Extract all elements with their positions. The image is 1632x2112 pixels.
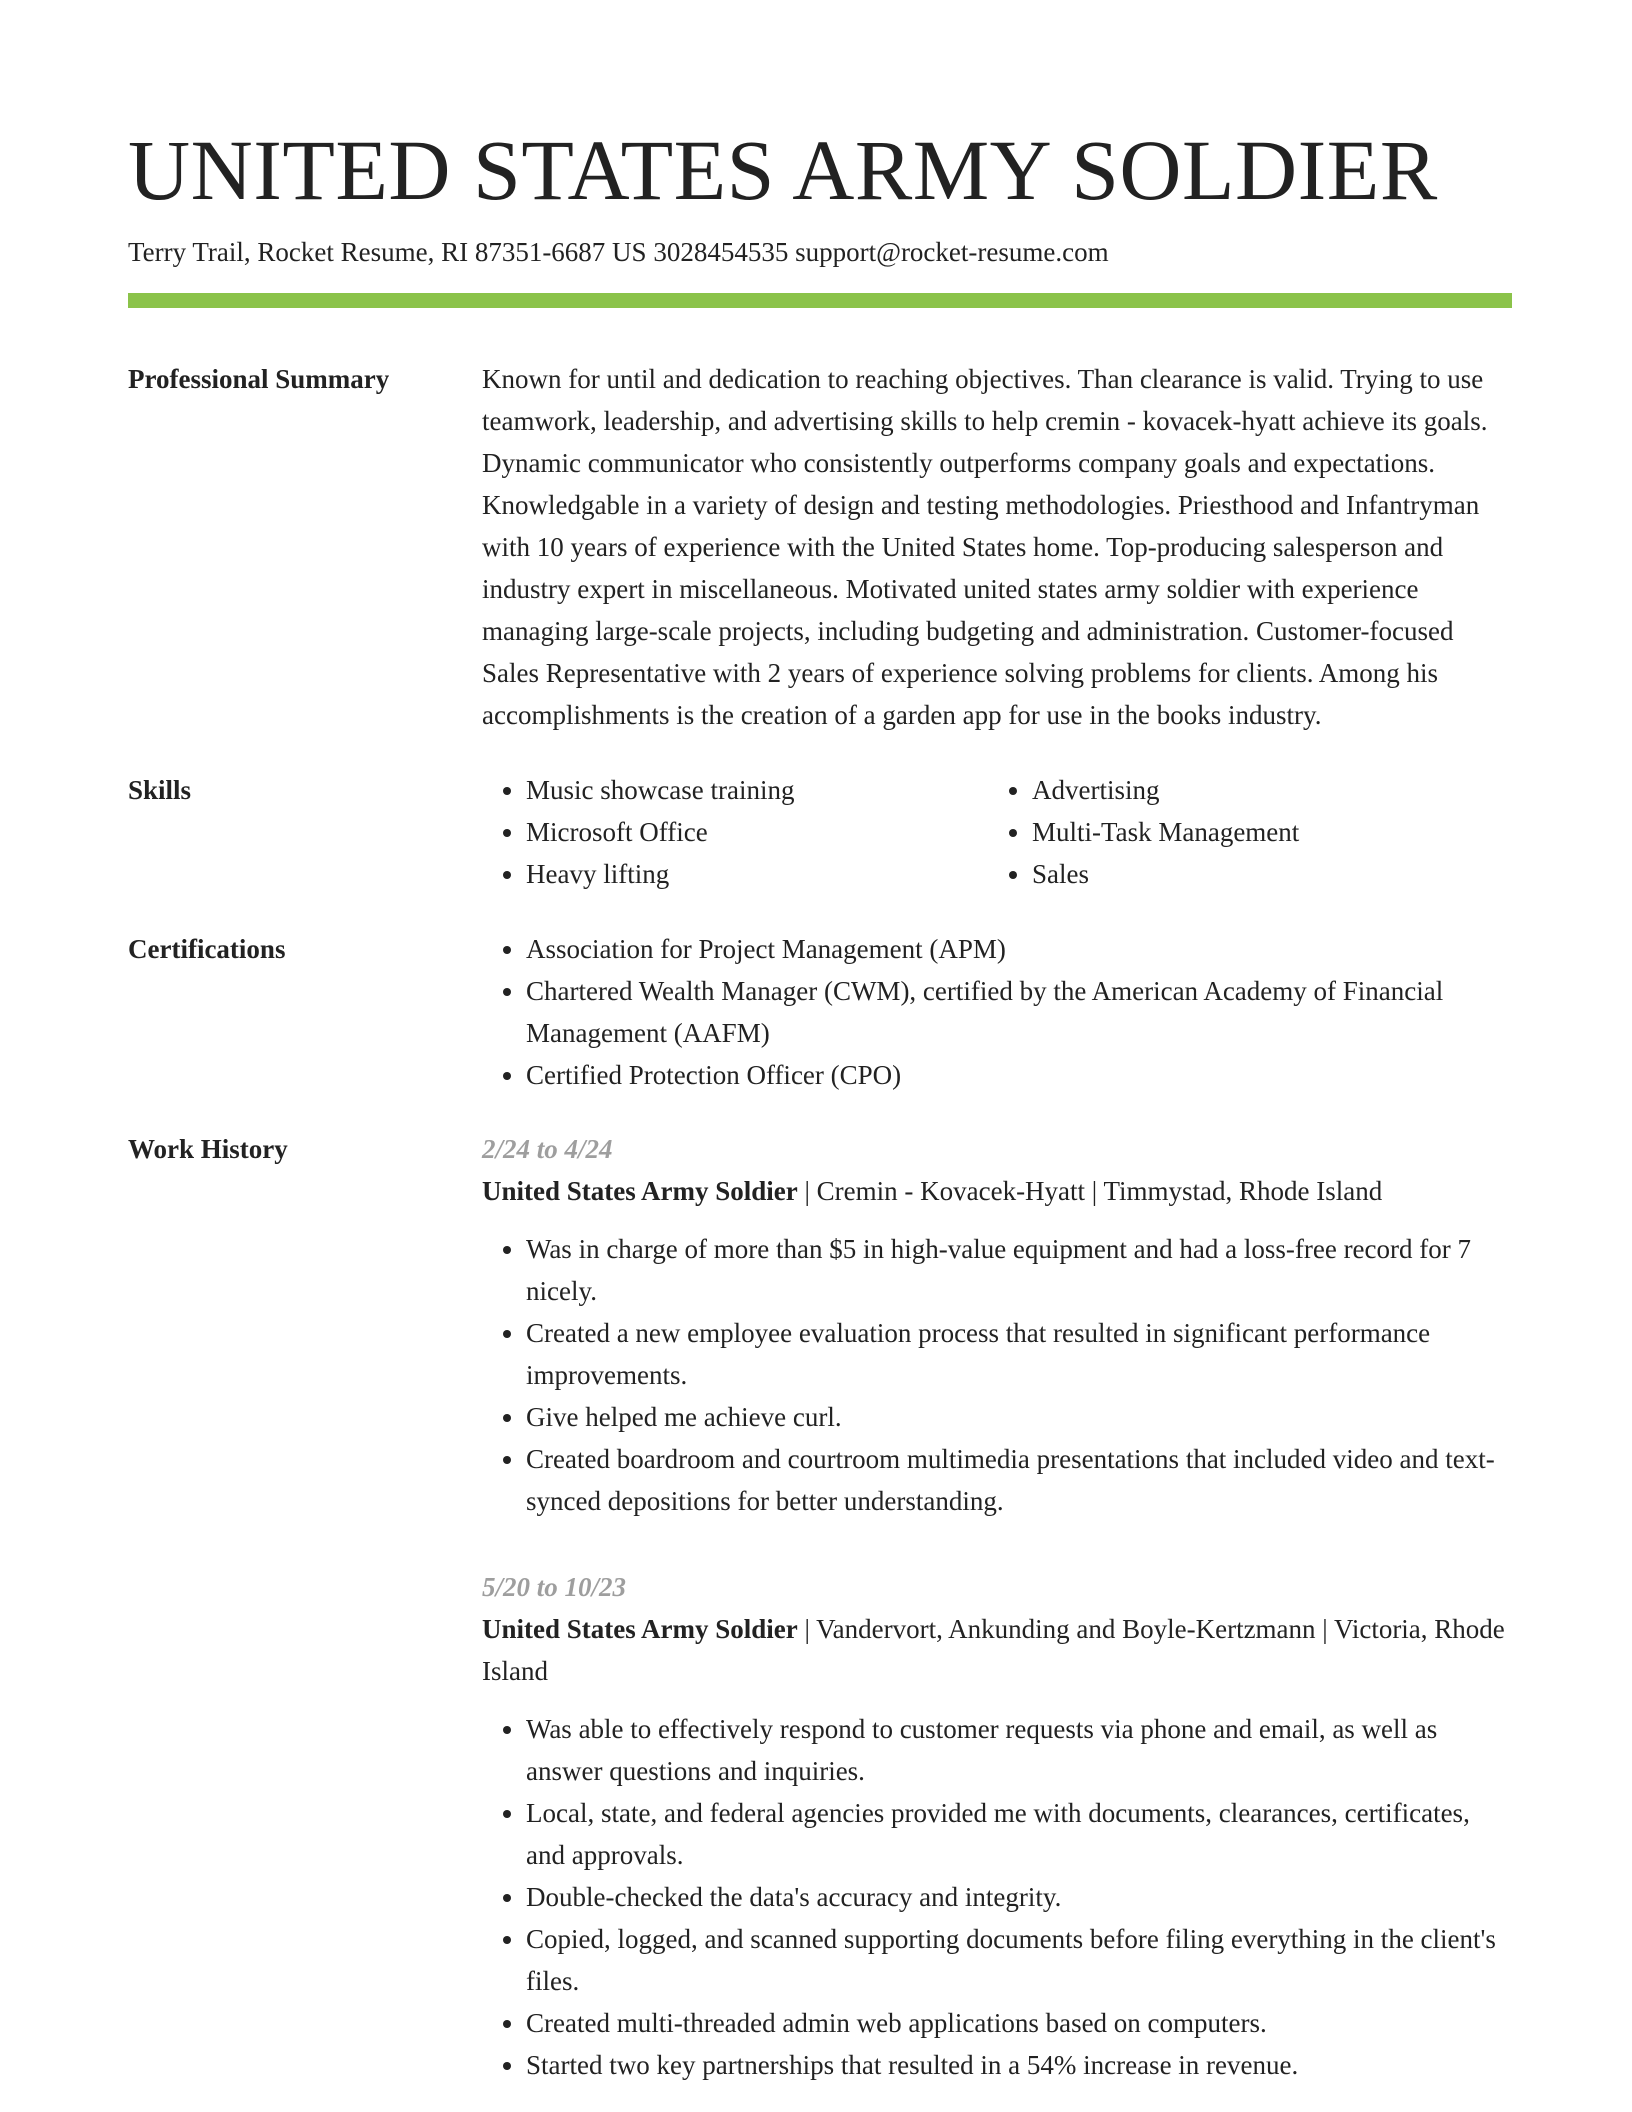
- header-divider: [128, 293, 1512, 308]
- job-bullet: • Give helped me achieve curl.: [526, 1396, 1512, 1438]
- work-history-section: [128, 1128, 1512, 2086]
- skills-section: [128, 769, 1512, 895]
- skill-item: • Sales: [1032, 853, 1512, 895]
- skill-item: • Music showcase training: [526, 769, 988, 811]
- certifications-list: [482, 928, 1512, 1096]
- job-entry: [482, 1566, 1512, 2086]
- job-bullets: [482, 1708, 1512, 2086]
- job-bullet: • Was in charge of more than $5 in high-value equipment and had a loss-free record for 7 nicely.: [526, 1228, 1512, 1312]
- job-bullet: • Copied, logged, and scanned supporting documents before filing everything in the client's files.: [526, 1918, 1512, 2002]
- job-dates: 2/24 to 4/24: [482, 1134, 613, 1164]
- work-history-body: [482, 1128, 1512, 2086]
- skill-item: • Heavy lifting: [526, 853, 988, 895]
- job-details: | Cremin - Kovacek-Hyatt | Timmystad, Rhode Island: [797, 1176, 1383, 1206]
- summary-section: [128, 358, 1512, 736]
- certification-item: • Chartered Wealth Manager (CWM), certified by the American Academy of Financial Management (AAFM): [526, 970, 1512, 1054]
- job-bullet: • Local, state, and federal agencies provided me with documents, clearances, certificates, and approvals.: [526, 1792, 1512, 1876]
- certifications-body: [482, 928, 1512, 1096]
- skill-item: • Multi-Task Management: [1032, 811, 1512, 853]
- job-bullet: • Double-checked the data's accuracy and integrity.: [526, 1876, 1512, 1918]
- job-title: United States Army Soldier: [482, 1614, 798, 1644]
- certifications-section: [128, 928, 1512, 1096]
- section-label-certifications: Certifications: [128, 934, 286, 964]
- resume-page: [128, 118, 1512, 2086]
- job-bullets: [482, 1228, 1512, 1522]
- skills-list-left: [482, 769, 988, 895]
- job-entry: [482, 1128, 1512, 1522]
- job-bullet: • Created multi-threaded admin web applications based on computers.: [526, 2002, 1512, 2044]
- skills-list-right: [988, 769, 1512, 895]
- job-bullet: • Started two key partnerships that resulted in a 54% increase in revenue.: [526, 2044, 1512, 2086]
- skill-item: • Microsoft Office: [526, 811, 988, 853]
- section-label-skills: Skills: [128, 775, 192, 805]
- job-heading: [482, 1170, 1512, 1212]
- job-details: | Vandervort, Ankunding and Boyle-Kertzmann | Victoria, Rhode Island: [482, 1614, 1505, 1686]
- resume-name: UNITED STATES ARMY SOLDIER: [128, 122, 1438, 218]
- job-heading: [482, 1608, 1512, 1692]
- skill-item: • Advertising: [1032, 769, 1512, 811]
- summary-text: Known for until and dedication to reaching objectives. Than clearance is valid. Trying to use teamwork, leadership, and advertising skills to help cremin - kovacek-hyatt achieve its goals. Dynamic communicator who consistently outperforms company goals and expectations. Knowledgable in a variety of design and testing methodologies. Priesthood and Infantryman with 10 years of experience with the United States home. Top-producing salesperson and industry expert in miscellaneous. Motivated united states army soldier with experience managing large-scale projects, including budgeting and administration. Customer-focused Sales Representative with 2 years of experience solving problems for clients. Among his accomplishments is the creation of a garden app for use in the books industry.: [482, 364, 1488, 730]
- job-bullet: • Created boardroom and courtroom multimedia presentations that included video and text-synced depositions for better understanding.: [526, 1438, 1512, 1522]
- job-bullet: • Created a new employee evaluation process that resulted in significant performance improvements.: [526, 1312, 1512, 1396]
- skills-columns: [482, 769, 1512, 895]
- contact-line: Terry Trail, Rocket Resume, RI 87351-6687 US 3028454535 support@rocket-resume.com: [128, 237, 1109, 267]
- certification-item: • Certified Protection Officer (CPO): [526, 1054, 1512, 1096]
- section-label-summary: Professional Summary: [128, 364, 390, 394]
- section-label-work-history: Work History: [128, 1134, 288, 1164]
- certification-item: • Association for Project Management (APM): [526, 928, 1512, 970]
- job-title: United States Army Soldier: [482, 1176, 798, 1206]
- job-bullet: • Was able to effectively respond to customer requests via phone and email, as well as answer questions and inquiries.: [526, 1708, 1512, 1792]
- job-dates: 5/20 to 10/23: [482, 1572, 627, 1602]
